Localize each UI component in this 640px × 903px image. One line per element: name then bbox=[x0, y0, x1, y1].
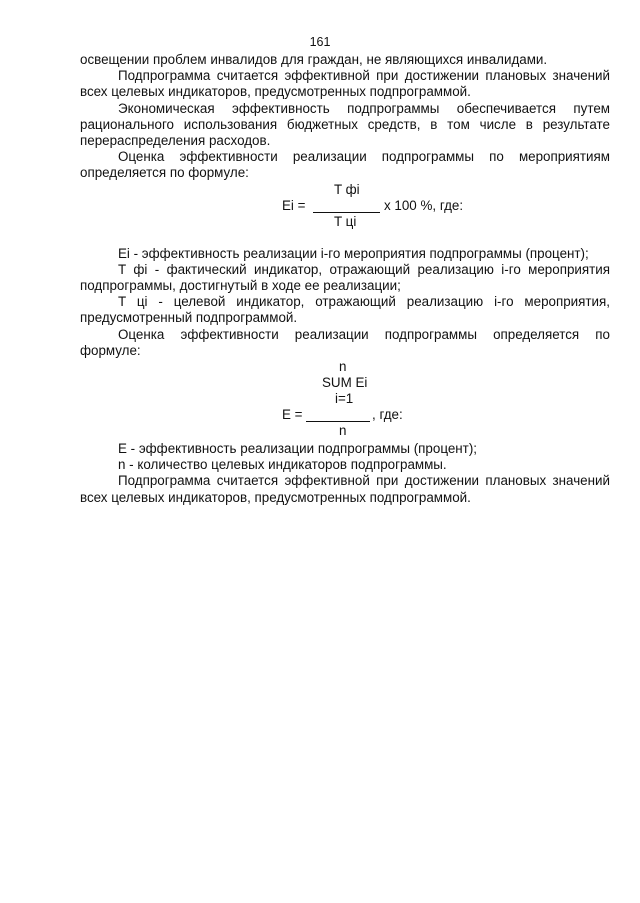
formula-measure-efficiency bbox=[80, 182, 610, 246]
paragraph-formula2-intro: Оценка эффективности реализации подпрограммы определяется по формуле: bbox=[80, 326, 610, 358]
paragraph-economic-efficiency: Экономическая эффективность подпрограммы обеспечивается путем рационального использования бюджетных средств, в том числе в результате перераспределения расходов. bbox=[80, 100, 610, 149]
page-number: 161 bbox=[309, 35, 331, 49]
formula2-lhs: E = bbox=[282, 407, 303, 423]
paragraph-formula1-intro: Оценка эффективности реализации подпрограммы по мероприятиям определяется по формуле: bbox=[80, 149, 610, 181]
document-body bbox=[80, 52, 610, 506]
formula1-lhs: Ei = bbox=[282, 197, 306, 213]
paragraph-continuation: освещении проблем инвалидов для граждан, не являющихся инвалидами. bbox=[80, 52, 548, 67]
formula-program-efficiency bbox=[80, 359, 610, 441]
definition-t-fi: T фi - фактический индикатор, отражающий реализацию i-го мероприятия подпрограммы, достигнутый в ходе ее реализации; bbox=[80, 261, 610, 294]
definition-e: E - эффективность реализации подпрограммы (процент); bbox=[118, 441, 477, 457]
formula1-denominator: T цi bbox=[334, 213, 357, 229]
definition-ei: Ei - эффективность реализации i-го мероприятия подпрограммы (процент); bbox=[118, 245, 589, 261]
formula2-upper-limit: n bbox=[339, 359, 347, 375]
formula2-sum-operator: SUM Ei bbox=[322, 375, 368, 391]
paragraph-effectiveness-criteria: Подпрограмма считается эффективной при достижении плановых значений всех целевых индикаторов, предусмотренных подпрограммой. bbox=[80, 68, 610, 100]
formula2-denominator: n bbox=[339, 423, 347, 439]
formula2-rhs: , где: bbox=[372, 407, 403, 423]
formula1-fraction-bar bbox=[313, 212, 380, 213]
formula1-numerator: T фi bbox=[334, 181, 360, 197]
formula2-lower-limit: i=1 bbox=[335, 391, 354, 407]
definition-n: n - количество целевых индикаторов подпрограммы. bbox=[118, 457, 447, 473]
definition-t-ci: T цi - целевой индикатор, отражающий реализацию i-го мероприятия, предусмотренный подпрограммой. bbox=[80, 294, 610, 326]
formula2-fraction-bar bbox=[306, 421, 370, 422]
paragraph-closing-effectiveness: Подпрограмма считается эффективной при достижении плановых значений всех целевых индикаторов, предусмотренных подпрограммой. bbox=[80, 473, 610, 505]
formula1-rhs: x 100 %, где: bbox=[384, 197, 464, 213]
